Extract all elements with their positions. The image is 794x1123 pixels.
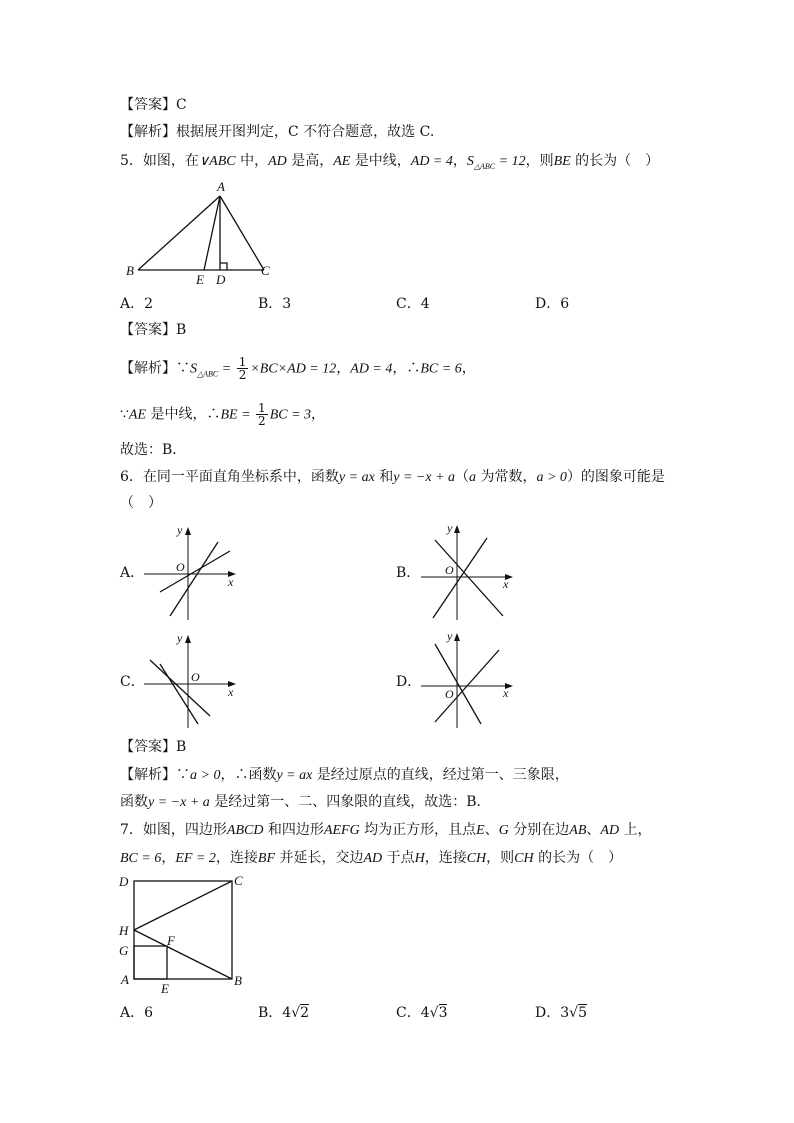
q5-sol-text: ∵ bbox=[120, 406, 129, 423]
line-1 bbox=[160, 551, 230, 592]
q6-func-1: y = ax bbox=[338, 470, 375, 485]
q5-option-a: A．2 bbox=[120, 296, 154, 312]
label-a: A bbox=[217, 179, 225, 194]
q5-stem-text: 中， bbox=[235, 153, 269, 169]
q6-option-c-label: C． bbox=[120, 674, 145, 690]
option-value: 6 bbox=[144, 1005, 154, 1021]
q7-stem-text: 分别在边 bbox=[508, 822, 570, 838]
label-e: E bbox=[161, 981, 169, 996]
prev-analysis: 【解析】根据展开图判定，C 不符合题意，故选 C. bbox=[120, 124, 435, 140]
option-letter: D． bbox=[535, 1005, 561, 1021]
origin-label: O bbox=[176, 560, 185, 574]
q6-sol-cond: a > 0 bbox=[190, 768, 221, 783]
q6-sol-text: ，∴函数 bbox=[220, 767, 277, 783]
q6-graph-c bbox=[138, 628, 248, 733]
q6-stem-text: ）的图象可能是 bbox=[566, 469, 665, 485]
label-a: A bbox=[121, 972, 129, 987]
y-axis-arrow bbox=[185, 635, 191, 643]
q5-sol-sub: △ABC bbox=[197, 369, 219, 379]
sqrt-icon: √ bbox=[291, 1005, 301, 1021]
square-abcd bbox=[134, 881, 232, 979]
q5-stem-text: ， bbox=[452, 153, 467, 169]
option-letter: A． bbox=[120, 1005, 145, 1021]
q5-option-c: C．4 bbox=[396, 296, 430, 312]
fraction-denominator: 2 bbox=[258, 414, 266, 428]
option-letter: C． bbox=[396, 1005, 421, 1021]
q6-stem-text: （ bbox=[455, 469, 470, 485]
q5-answer: 【答案】B bbox=[120, 322, 187, 338]
line-1 bbox=[435, 644, 481, 724]
q6-sol-text: 是经过原点的直线，经过第一、三象限， bbox=[312, 767, 569, 783]
label-b: B bbox=[126, 263, 134, 278]
q5-sol-expr: ×BC×AD = 12 bbox=[250, 361, 337, 377]
seg-hb bbox=[134, 930, 232, 979]
q7-stem-text: ，则 bbox=[486, 850, 515, 866]
x-label: x bbox=[503, 577, 509, 591]
q7-stem-text: 的长为（ ） bbox=[533, 850, 623, 866]
q6-stem-text: 6．在同一平面直角坐标系中，函数 bbox=[120, 469, 339, 485]
q7-stem-2 bbox=[120, 848, 622, 869]
q5-stem-text: ，则 bbox=[525, 153, 554, 169]
q7-stem-text: ，连接 bbox=[215, 850, 258, 866]
line-2 bbox=[170, 542, 218, 616]
label-b: B bbox=[234, 973, 242, 988]
q7-stem-text: ， bbox=[161, 850, 176, 866]
q5-var-be: BE bbox=[553, 154, 571, 169]
seg-hc bbox=[134, 881, 232, 930]
square-aefg bbox=[134, 946, 167, 979]
q5-eq-ad: AD = 4 bbox=[410, 154, 453, 169]
y-label: y bbox=[447, 521, 453, 535]
q7-side-ad: AD bbox=[600, 823, 620, 838]
q7-stem-text: 7．如图，四边形 bbox=[120, 822, 227, 838]
option-radicand: 5 bbox=[578, 1005, 587, 1021]
q5-sol-fraction bbox=[237, 356, 249, 381]
seg-ab bbox=[138, 196, 220, 270]
q6-graph-a bbox=[138, 520, 248, 625]
option-radicand: 2 bbox=[300, 1005, 310, 1021]
label-c: C bbox=[234, 873, 243, 888]
y-axis-arrow bbox=[454, 525, 460, 533]
q5-area-sub: △ABC bbox=[473, 162, 496, 171]
q5-sol-be: BE = bbox=[220, 407, 255, 423]
origin-label: O bbox=[445, 687, 454, 701]
q7-stem-text: 于点 bbox=[382, 850, 415, 866]
q6-sol-text: 【解析】∵ bbox=[120, 767, 190, 783]
q5-sol-text: ，∴ bbox=[392, 360, 421, 377]
q6-sol-text: 是经过第一、二、四象限的直线，故选：B． bbox=[209, 794, 491, 810]
q7-stem-text: 上， bbox=[619, 822, 652, 838]
option-radicand: 3 bbox=[438, 1005, 448, 1021]
q6-option-d-label: D． bbox=[396, 674, 422, 690]
q5-option-b: B．3 bbox=[258, 296, 292, 312]
seg-ac bbox=[220, 196, 264, 270]
right-angle-mark bbox=[220, 263, 227, 270]
q7-stem-text: 、 bbox=[484, 822, 499, 838]
y-label: y bbox=[177, 523, 183, 537]
y-axis-arrow bbox=[454, 633, 460, 641]
q6-graph-d bbox=[407, 628, 517, 733]
q7-option-c bbox=[396, 1003, 447, 1023]
q5-sol-eq: = bbox=[218, 361, 235, 377]
q5-area-val: = 12 bbox=[495, 154, 526, 169]
q6-sol-text: 函数 bbox=[120, 794, 148, 810]
q7-square-abcd: ABCD bbox=[226, 823, 264, 838]
label-f: F bbox=[167, 933, 175, 948]
option-coef: 4 bbox=[282, 1005, 292, 1021]
q5-var-ad: AD bbox=[268, 154, 287, 169]
q7-option-d bbox=[535, 1003, 587, 1023]
fraction-denominator: 2 bbox=[238, 368, 247, 382]
label-c: C bbox=[261, 263, 270, 278]
q7-ch: CH bbox=[514, 851, 534, 866]
q5-sol-fraction-2 bbox=[256, 402, 268, 427]
q6-stem-2: （ ） bbox=[120, 495, 162, 511]
q7-stem-text: 均为正方形，且点 bbox=[359, 822, 477, 838]
q5-var-ae: AE bbox=[333, 154, 351, 169]
q5-stem-text: 是中线， bbox=[350, 153, 411, 169]
option-letter: B． bbox=[258, 1005, 283, 1021]
q6-func-2: y = −x + a bbox=[393, 470, 456, 485]
label-g: G bbox=[119, 943, 129, 958]
y-label: y bbox=[447, 629, 453, 643]
q7-ad: AD bbox=[363, 851, 383, 866]
label-e: E bbox=[196, 272, 204, 287]
line-1 bbox=[150, 660, 210, 716]
q7-squares-figure bbox=[115, 872, 255, 998]
x-label: x bbox=[228, 685, 234, 699]
q5-stem-text: 5．如图，在 bbox=[120, 153, 199, 169]
q6-option-a-label: A． bbox=[120, 565, 145, 581]
label-d: D bbox=[119, 874, 129, 889]
y-axis-arrow bbox=[185, 527, 191, 535]
q5-solution-2 bbox=[120, 402, 325, 427]
q5-sol-text: 【解析】∵ bbox=[120, 360, 190, 377]
origin-label: O bbox=[445, 563, 454, 577]
q7-side-ab: AB bbox=[569, 823, 587, 838]
origin-label: O bbox=[191, 670, 200, 684]
sqrt-icon: √ bbox=[429, 1005, 439, 1021]
q6-sol-func-1: y = ax bbox=[276, 768, 313, 783]
option-coef: 3 bbox=[560, 1005, 570, 1021]
q5-sol-text: ， bbox=[461, 360, 476, 377]
q5-sol-ad: AD = 4 bbox=[350, 361, 393, 377]
q7-point-h: H bbox=[414, 851, 425, 866]
q6-stem-text: 和 bbox=[374, 469, 394, 485]
q5-area-s: S bbox=[466, 154, 474, 169]
seg-ae bbox=[204, 196, 220, 270]
prev-answer: 【答案】C bbox=[120, 97, 187, 113]
y-label: y bbox=[177, 631, 183, 645]
q5-sol-ae: AE bbox=[128, 407, 147, 423]
q5-solution-1 bbox=[120, 356, 476, 385]
q7-ef: EF = 2 bbox=[175, 851, 216, 866]
q7-stem-text: 、 bbox=[586, 822, 601, 838]
fraction-numerator: 1 bbox=[238, 355, 247, 369]
q5-sol-text: 是中线，∴ bbox=[146, 406, 221, 423]
sqrt-icon: √ bbox=[569, 1005, 579, 1021]
q5-triangle-figure bbox=[120, 178, 280, 288]
q5-stem-text: 的长为（ ） bbox=[570, 153, 660, 169]
q6-cond: a > 0 bbox=[536, 470, 567, 485]
q6-answer: 【答案】B bbox=[120, 739, 187, 755]
q7-bf: BF bbox=[257, 851, 276, 866]
fraction-numerator: 1 bbox=[258, 401, 266, 415]
q5-sol-text: ， bbox=[336, 360, 351, 377]
x-label: x bbox=[228, 575, 234, 589]
q7-stem-text: 和四边形 bbox=[263, 822, 324, 838]
q5-option-d: D．6 bbox=[535, 296, 570, 312]
q6-solution-2 bbox=[120, 792, 491, 813]
label-h: H bbox=[119, 923, 129, 938]
q6-var-a: a bbox=[469, 470, 477, 485]
q5-stem bbox=[120, 151, 659, 177]
q7-ch: CH bbox=[466, 851, 487, 866]
q5-triangle: ∨ABC bbox=[198, 154, 236, 169]
x-label: x bbox=[503, 686, 509, 700]
q6-stem-text: 为常数， bbox=[476, 469, 537, 485]
line-2 bbox=[433, 538, 487, 618]
q7-stem-text: 并延长，交边 bbox=[275, 850, 364, 866]
option-coef: 4 bbox=[420, 1005, 430, 1021]
q7-square-aefg: AEFG bbox=[323, 823, 360, 838]
q7-point-e: E bbox=[476, 823, 485, 838]
q6-stem bbox=[120, 467, 665, 488]
q6-solution-1 bbox=[120, 765, 569, 786]
line-1 bbox=[435, 540, 503, 616]
q7-bc: BC = 6 bbox=[120, 851, 162, 866]
q7-option-a bbox=[120, 1003, 153, 1023]
q6-option-b-label: B． bbox=[396, 565, 421, 581]
q5-sol-s: S bbox=[190, 361, 197, 377]
q6-graph-b bbox=[407, 520, 517, 625]
q7-stem-text: ，连接 bbox=[424, 850, 467, 866]
label-d: D bbox=[216, 272, 226, 287]
q5-sol-bc: BC = 6 bbox=[420, 361, 462, 377]
q5-choose: 故选：B． bbox=[120, 442, 187, 458]
q6-sol-func-2: y = −x + a bbox=[148, 795, 210, 810]
q5-stem-text: 是高， bbox=[286, 153, 334, 169]
q7-option-b bbox=[258, 1003, 309, 1023]
q5-sol-expr: BC = 3 bbox=[269, 407, 312, 423]
q7-point-g: G bbox=[498, 823, 509, 838]
q5-sol-text: ， bbox=[311, 406, 326, 423]
q7-stem-1 bbox=[120, 820, 652, 841]
